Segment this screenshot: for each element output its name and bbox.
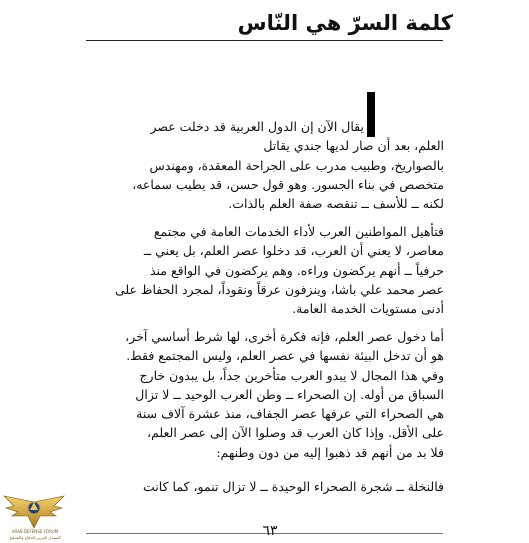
text-line: أما دخول عصر العلم، فإنه فكرة أخرى، لها شرط أساسي آخر، [125,329,444,344]
eagle-logo-icon [2,492,66,532]
text-line: بالصواريخ، وطبيب مدرب على الجراحة المعقدة، ومهندس [149,157,444,173]
text-line: لكنه ــ للأسف ــ تنقصه صفة العلم بالذات. [228,196,444,212]
logo-caption [2,529,68,541]
text-line: فلا بد من أنهم قد ذهبوا إليه من دون وطنهم: [216,444,444,460]
page-number: ٦٣ [262,523,278,539]
chapter-title: كلمة السرّ هي النّاس [237,11,453,35]
paragraph-3 [86,327,444,462]
text-line: حرفياً ــ أنهم يركضون وراءه. وهم يركضون في الواقع منذ [149,262,444,278]
text-line: العلم، بعد أن صار لديها جندي يقاتل [263,138,444,154]
header-rule [86,40,443,41]
text-line: هي الصحراء التي عرفها عصر الجفاف، منذ عشرة آلاف سنة [136,406,444,422]
text-line: على الأقل. وإذا كان العرب قد وصلوا الآن إلى عصر العلم، [147,425,444,441]
text-line: هو أن تدخل البيئة نفسها في عصر العلم، وليس المجتمع فقط. [126,348,444,364]
text-line: فتأهيل المواطنين العرب لأداء الخدمات العامة في مجتمع [153,224,444,239]
watermark-logo [2,492,66,542]
text-line: معاصر، لا يعني أن العرب، قد دخلوا عصر العلم، بل يعني ــ [143,243,444,259]
text-line: يقال الآن إن الدول العربية قد دخلت عصر [150,119,364,134]
text-line: السباق من أوله. إن الصحراء ــ وطن العرب الوحيد ــ لا تزال [135,386,444,402]
paragraph-1 [86,117,444,213]
text-line: متخصص في بناء الجسور. وهو قول حسن، قد يطيب سماعه، [132,176,444,192]
text-line: فالنخلة ــ شجرة الصحراء الوحيدة ــ لا تزال تنمو، كما كانت [143,479,444,494]
paragraph-2 [86,222,444,318]
logo-caption-ar: المنتدى العربي للدفاع والتسليح [9,535,61,540]
logo-caption-en: ARAB DEFENSE FORUM [11,529,59,534]
text-line: عصر محمد علي باشا، وينزفون عرقاً ونقوداً، لمجرد الحفاظ على [114,281,444,297]
text-line: أدنى مستويات الخدمة العامة. [292,301,444,317]
text-line: وفي هذا المجال لا يبدو العرب متأخرين جداً، بل يبدون خارج [139,367,444,383]
paragraph-4 [86,477,444,496]
